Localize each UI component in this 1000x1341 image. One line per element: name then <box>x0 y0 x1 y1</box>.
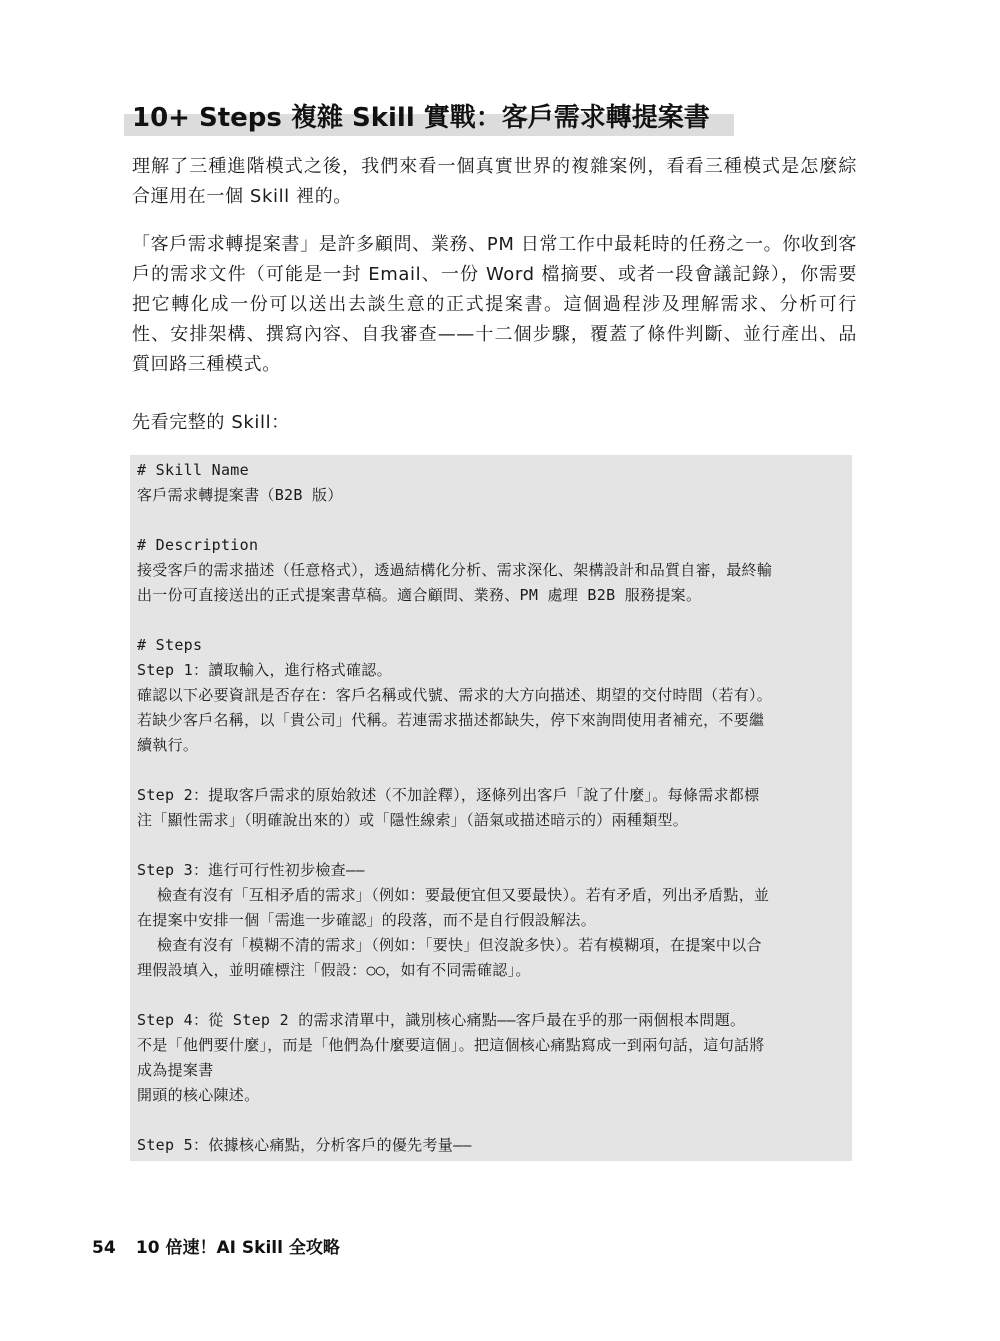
intro-paragraph: 理解了三種進階模式之後，我們來看一個真實世界的複雜案例，看看三種模式是怎麼綜合運用在一個 Skill 裡的。 <box>132 156 857 207</box>
context-paragraph: 「客戶需求轉提案書」是許多顧問、業務、PM 日常工作中最耗時的任務之一。你收到客戶的需求文件（可能是一封 Email、一份 Word 檔摘要、或者一段會議記錄），你需要把它轉化成一份可以送出去談生意的正式提案書。這個過程涉及理解需求、分析可行性、安排架構、撰寫內容、自我審查——十二個步驟，覆蓋了條件判斷、並行產出、品質回路三種模式。 <box>132 234 857 375</box>
lead-in-paragraph: 先看完整的 Skill： <box>132 412 290 433</box>
page-footer <box>92 1236 340 1260</box>
code-line: 續執行。 <box>137 736 199 754</box>
code-line: 若缺少客戶名稱，以「貴公司」代稱。若連需求描述都缺失，停下來詢問使用者補充，不要繼 <box>137 711 765 729</box>
section-heading: 10+ Steps 複雜 Skill 實戰：客戶需求轉提案書 <box>132 103 710 133</box>
code-line: 接受客戶的需求描述（任意格式），透過結構化分析、需求深化、架構設計和品質自審，最終輸 <box>137 561 773 579</box>
code-line: 理假設填入，並明確標注「假設：○○，如有不同需確認」。 <box>137 961 531 979</box>
code-line: 在提案中安排一個「需進一步確認」的段落，而不是自行假設解法。 <box>137 911 597 929</box>
code-line: 檢查有沒有「互相矛盾的需求」（例如：要最便宜但又要最快）。若有矛盾，列出矛盾點，並 <box>157 886 770 904</box>
code-line: 檢查有沒有「模糊不清的需求」（例如：「要快」但沒說多快）。若有模糊項，在提案中以合 <box>157 936 762 954</box>
code-line: 成為提案書 <box>137 1061 214 1079</box>
code-line: # Skill Name <box>137 461 249 479</box>
code-line: 開頭的核心陳述。 <box>137 1086 260 1104</box>
code-line: 注「顯性需求」（明確說出來的）或「隱性線索」（語氣或描述暗示的）兩種類型。 <box>137 811 689 829</box>
code-line: # Steps <box>137 636 203 654</box>
code-line: 客戶需求轉提案書（B2B 版） <box>137 486 343 504</box>
code-line: Step 3：進行可行性初步檢查—— <box>137 861 365 879</box>
code-line: # Description <box>137 536 259 554</box>
code-line: Step 2：提取客戶需求的原始敘述（不加詮釋），逐條列出客戶「說了什麼」。每條需求都標 <box>137 786 760 804</box>
code-line: 不是「他們要什麼」，而是「他們為什麼要這個」。把這個核心痛點寫成一到兩句話，這句話將 <box>137 1036 765 1054</box>
code-line: 確認以下必要資訊是否存在：客戶名稱或代號、需求的大方向描述、期望的交付時間（若有）。 <box>137 686 773 704</box>
skill-code-block <box>130 455 852 1161</box>
code-line: 出一份可直接送出的正式提案書草稿。適合顧問、業務、PM 處理 B2B 服務提案。 <box>137 586 702 604</box>
page-number: 54 <box>92 1238 116 1258</box>
code-line: Step 5：依據核心痛點，分析客戶的優先考量—— <box>137 1136 472 1154</box>
code-line: Step 4：從 Step 2 的需求清單中，識別核心痛點——客戶最在乎的那一兩個根本問題。 <box>137 1011 746 1029</box>
code-line: Step 1：讀取輸入，進行格式確認。 <box>137 661 392 679</box>
book-title: 10 倍速！AI Skill 全攻略 <box>135 1238 340 1258</box>
section-heading-block <box>124 98 734 142</box>
